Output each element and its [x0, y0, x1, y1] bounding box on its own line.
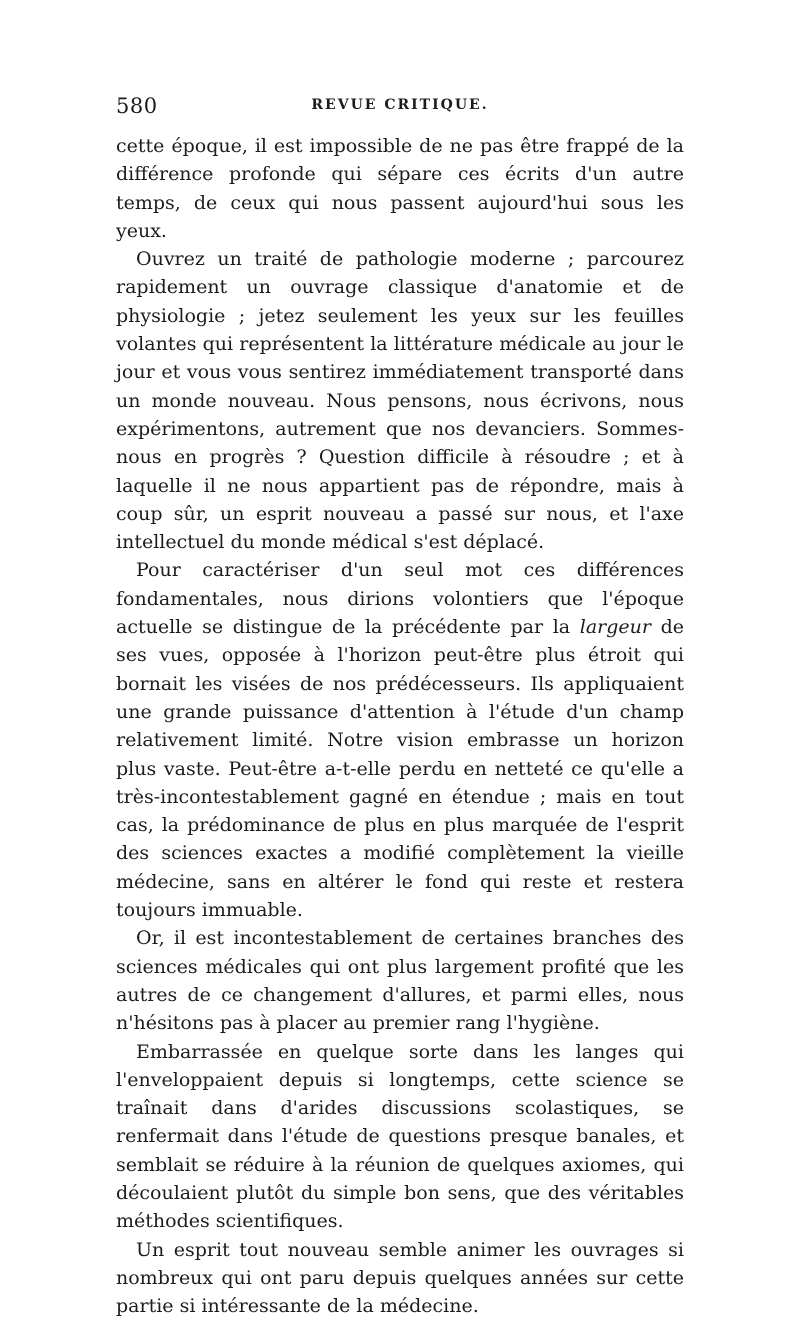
emphasized-word: largeur: [579, 616, 651, 639]
page-number: 580: [116, 94, 158, 118]
book-page: [116, 94, 684, 1320]
running-title: REVUE CRITIQUE.: [311, 97, 489, 113]
running-head: [116, 94, 684, 120]
paragraph-hygiene-first-rank: Or, il est incontestablement de certaines branches des sciences médicales qui ont plus largement profité que les autres de ce changement d'allures, et parmi elles, nous n'hésitons pas à placer au premier rang l'hygiène.: [116, 927, 684, 1035]
paragraph-fundamental-differences: [116, 556, 684, 924]
paragraph-text-before-emphasis: Pour caractériser d'un seul mot ces différences fondamentales, nous dirions volontiers que l'époque actuelle se distingue de la précédente par la: [116, 559, 684, 639]
paragraph-scholastic-discussions: Embarrassée en quelque sorte dans les langes qui l'enveloppaient depuis si longtemps, cette science se traînait dans d'arides discussions scolastiques, se renfermait dans l'étude de questions presque banales, et semblait se réduire à la réunion de quelques axiomes, qui découlaient plutôt du simple bon sens, que des véritables méthodes scientifiques.: [116, 1040, 684, 1233]
paragraph-text-after-emphasis: de ses vues, opposée à l'horizon peut-être plus étroit qui bornait les visées de nos prédécesseurs. Ils appliquaient une grande puissance d'attention à l'étude d'un champ relativement limité. Notre vision embrasse un horizon plus vaste. Peut-être a-t-elle perdu en netteté ce qu'elle a très-incontestablement gagné en étendue ; mais en tout cas, la prédominance de plus en plus marquée de l'esprit des sciences exactes a modifié complètement la vieille médecine, sans en altérer le fond qui reste et restera toujours immuable.: [116, 616, 685, 922]
paragraph-modern-treatise: Ouvrez un traité de pathologie moderne ; parcourez rapidement un ouvrage classique d'anatomie et de physiologie ; jetez seulement les yeux sur les feuilles volantes qui représentent la littérature médicale au jour le jour et vous vous sentirez immédiatement transporté dans un monde nouveau. Nous pensons, nous écrivons, nous expérimentons, autrement que nos devanciers. Sommes-nous en progrès ? Question difficile à résoudre ; et à laquelle il ne nous appartient pas de répondre, mais à coup sûr, un esprit nouveau a passé sur nous, et l'axe intellectuel du monde médical s'est déplacé.: [116, 248, 684, 554]
body-text: [116, 132, 684, 1320]
paragraph-new-spirit: Un esprit tout nouveau semble animer les ouvrages si nombreux qui ont paru depuis quelques années sur cette partie si intéressante de la médecine.: [116, 1238, 684, 1318]
paragraph-continuation: cette époque, il est impossible de ne pas être frappé de la différence profonde qui sépare ces écrits d'un autre temps, de ceux qui nous passent aujourd'hui sous les yeux.: [116, 135, 684, 242]
